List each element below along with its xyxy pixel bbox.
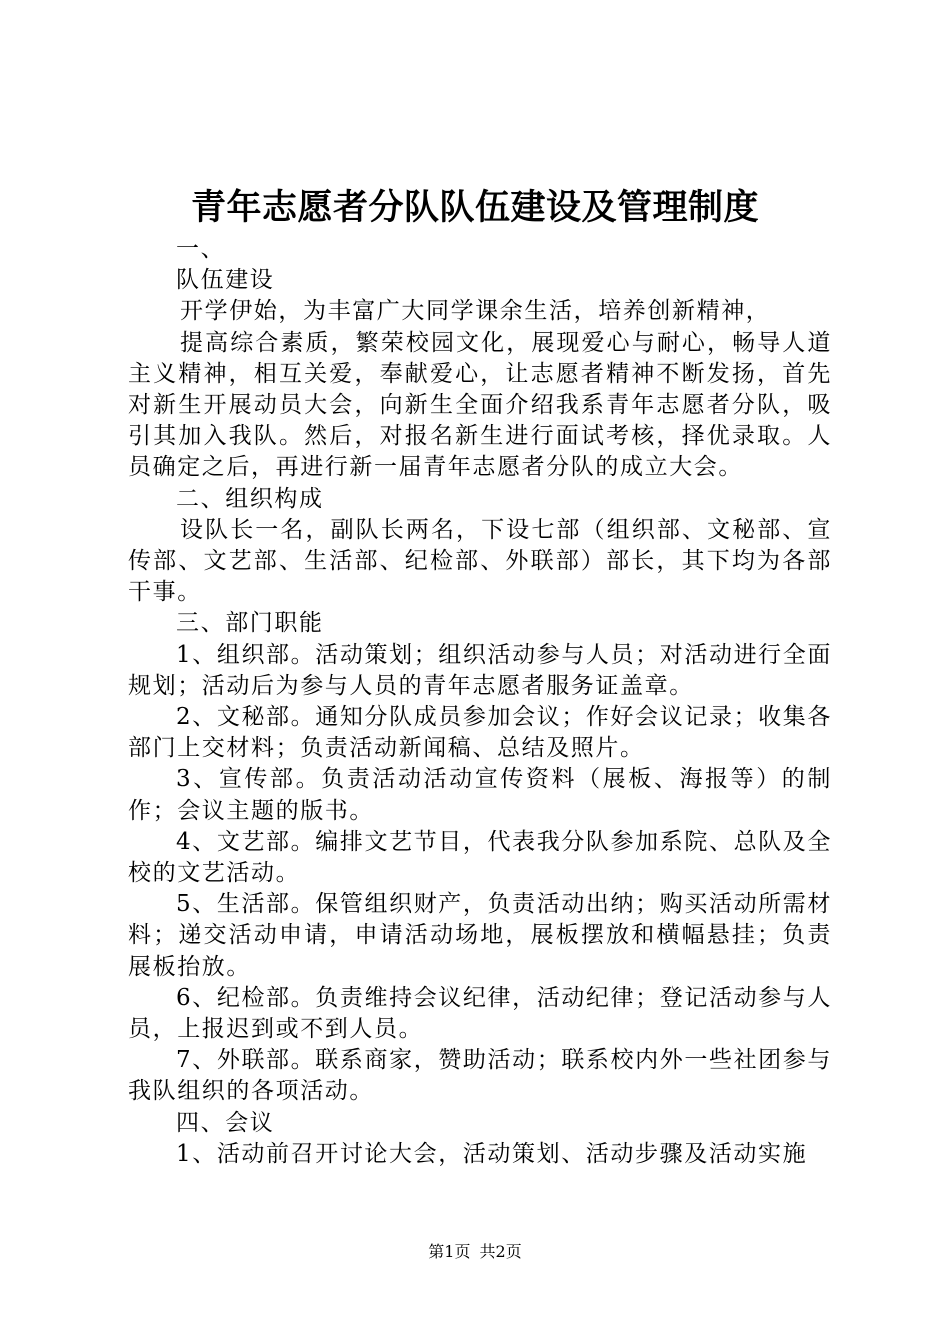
paragraph: 2、文秘部。通知分队成员参加会议；作好会议记录；收集各部门上交材料；负责活动新闻稿、总结及照片。 — [128, 704, 832, 762]
paragraph: 提高综合素质，繁荣校园文化，展现爱心与耐心，畅导人道主义精神，相互关爱，奉献爱心，让志愿者精神不断发扬，首先对新生开展动员大会，向新生全面介绍我系青年志愿者分队，吸引其加入我队。然后，对报名新生进行面试考核，择优录取。人员确定之后，再进行新一届青年志愿者分队的成立大会。 — [128, 329, 832, 481]
paragraph: 5、生活部。保管组织财产，负责活动出纳；购买活动所需材料；递交活动申请，申请活动场地，展板摆放和横幅悬挂；负责展板抬放。 — [128, 891, 832, 980]
paragraph: 1、组织部。活动策划；组织活动参与人员；对活动进行全面规划；活动后为参与人员的青年志愿者服务证盖章。 — [128, 641, 832, 699]
section-heading: 队伍建设 — [176, 267, 275, 294]
paragraph: 3、宣传部。负责活动活动宣传资料（展板、海报等）的制作；会议主题的版书。 — [128, 766, 832, 824]
paragraph: 6、纪检部。负责维持会议纪律，活动纪律；登记活动参与人员，上报迟到或不到人员。 — [128, 984, 832, 1043]
section-heading: 二、组织构成 — [176, 485, 324, 512]
section-number: 一、 — [176, 236, 226, 262]
document-body — [128, 234, 832, 1170]
section-heading: 四、会议 — [176, 1109, 275, 1136]
page-total: 共2页 — [479, 1242, 522, 1261]
paragraph: 4、文艺部。编排文艺节目，代表我分队参加系院、总队及全校的文艺活动。 — [128, 828, 832, 887]
page-number: 第1页 — [428, 1242, 471, 1261]
paragraph: 7、外联部。联系商家，赞助活动；联系校内外一些社团参与我队组织的各项活动。 — [128, 1047, 832, 1105]
page-footer — [0, 1241, 950, 1263]
section-heading: 三、部门职能 — [176, 610, 324, 637]
paragraph: 设队长一名，副队长两名，下设七部（组织部、文秘部、宣传部、文艺部、生活部、纪检部、外联部）部长，其下均为各部干事。 — [128, 516, 832, 606]
paragraph: 1、活动前召开讨论大会，活动策划、活动步骤及活动实施 — [176, 1140, 808, 1167]
document-title: 青年志愿者分队队伍建设及管理制度 — [190, 188, 759, 228]
paragraph: 开学伊始，为丰富广大同学课余生活，培养创新精神， — [180, 298, 771, 325]
